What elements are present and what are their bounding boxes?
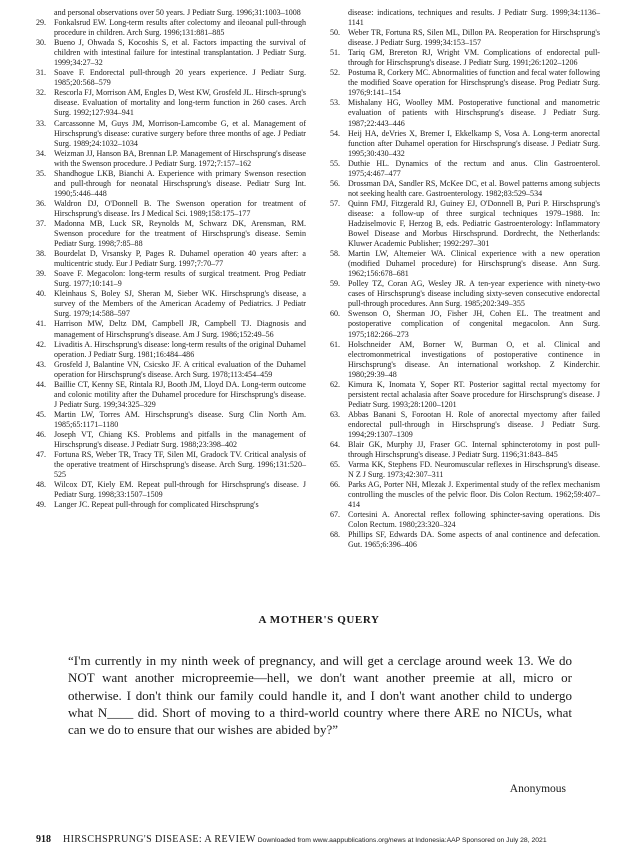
reference-number: 30. bbox=[36, 38, 47, 48]
reference-item bbox=[330, 460, 600, 480]
reference-text: Carcassonne M, Guys JM, Morrison-Lamcombe G, et al. Management of Hirschsprung's disease: curative surgery before three months of age. J Pediatr Surg. 1989;24:1032–1034 bbox=[54, 118, 306, 148]
reference-text: Kimura K, Inomata Y, Soper RT. Posterior sagittal rectal myectomy for persistent rectal achalasia after Soave procedure for Hirschsprung's disease. J Pediatr Surg. 1993;28:1200–1201 bbox=[348, 379, 600, 409]
reference-number: 62. bbox=[330, 379, 341, 389]
reference-item bbox=[330, 129, 600, 159]
reference-item bbox=[330, 309, 600, 339]
reference-number: 42. bbox=[36, 339, 47, 349]
reference-text: Drossman DA, Sandler RS, McKee DC, et al. Bowel patterns among subjects not seeking health care. Gastroenterology. 1982;83:529–534 bbox=[348, 178, 600, 198]
reference-item bbox=[36, 430, 306, 450]
reference-number: 59. bbox=[330, 279, 341, 289]
reference-item bbox=[36, 169, 306, 199]
reference-item bbox=[36, 149, 306, 169]
reference-item bbox=[330, 480, 600, 510]
reference-text: Polley TZ, Coran AG, Wesley JR. A ten-year experience with ninety-two cases of Hirschsprung's disease including sixty-seven consecutive endorectal pull-through procedures. Ann Surg. 1985;202:349–355 bbox=[348, 279, 600, 309]
reference-number: 45. bbox=[36, 409, 47, 419]
reference-number: 31. bbox=[36, 68, 47, 78]
reference-item bbox=[330, 249, 600, 279]
reference-item bbox=[330, 410, 600, 440]
reference-item bbox=[36, 199, 306, 219]
reference-item bbox=[36, 480, 306, 500]
reference-text: Quinn FMJ, Fitzgerald RJ, Guiney EJ, O'Donnell B, Puri P. Hirschsprung's disease: a follow-up of three surgical techniques 1979–1988. In: Hadziselmovic F, Herzog B, eds. Pediatric Gastroenterology: Inflammatory Bowel Disease and Morbus Hirschsprund. Dordrecht, the Netherlands: Kluwer Academic Publisher; 1992:297–301 bbox=[348, 198, 600, 249]
reference-number: 43. bbox=[36, 359, 47, 369]
reference-text: Parks AG, Porter NH, Mlezak J. Experimental study of the reflex mechanism controlling the muscles of the pelvic floor. Dis Colon Rectum. 1962;59:407–414 bbox=[348, 480, 600, 510]
reference-text: Shandhogue LKB, Bianchi A. Experience with primary Swenson resection and pull-through for neonatal Hirschsprung's disease. Pediatr Surg Int. 1990;5:446–448 bbox=[54, 168, 306, 198]
reference-item bbox=[330, 510, 600, 530]
reference-text: Kleinhaus S, Boley SJ, Sheran M, Sieber WK. Hirschsprung's disease, a survey of the Members of the American Academy of Pediatrics. J Pediatr Surg. 1979;14:588–597 bbox=[54, 289, 306, 319]
reference-text: Swenson O, Sherman JO, Fisher JH, Cohen EL. The treatment and postoperative complication of congenital megacolon. Ann Surg. 1975;182:266–273 bbox=[348, 309, 600, 339]
reference-number: 32. bbox=[36, 88, 47, 98]
reference-item bbox=[36, 8, 306, 18]
reference-item bbox=[36, 219, 306, 249]
reference-number: 67. bbox=[330, 510, 341, 520]
quote-attribution: Anonymous bbox=[509, 783, 566, 795]
reference-number: 41. bbox=[36, 319, 47, 329]
reference-item bbox=[36, 289, 306, 319]
right-reference-column bbox=[330, 8, 600, 551]
reference-text: Martin LW, Altemeier WA. Clinical experience with a new operation (modified Duhamel procedure) for Hirschsprung's disease. Ann Surg. 1962;156:678–681 bbox=[348, 249, 600, 279]
reference-item bbox=[330, 28, 600, 48]
reference-number: 60. bbox=[330, 309, 341, 319]
reference-text: Waldron DJ, O'Donnell B. The Swenson operation for treatment of Hirschsprung's disease. Irs J Medical Sci. 1989;158:175–177 bbox=[54, 198, 306, 218]
reference-item bbox=[330, 8, 600, 28]
running-title: HIRSCHSPRUNG'S DISEASE: A REVIEW bbox=[63, 834, 256, 845]
reference-text: Holschneider AM, Borner W, Burman O, et al. Clinical and electromonmetrical investigations of postoperative continence in Hirschsprung's disease. An international workshop. Z Kinderchir. 1980;29:39–48 bbox=[348, 339, 600, 379]
reference-number: 49. bbox=[36, 500, 47, 510]
reference-number: 50. bbox=[330, 28, 341, 38]
reference-item bbox=[330, 98, 600, 128]
section-title: A MOTHER'S QUERY bbox=[258, 614, 380, 626]
reference-number: 46. bbox=[36, 429, 47, 439]
reference-text: Blair GK, Murphy JJ, Fraser GC. Internal sphincterotomy in post pull-through Hirschsprung's disease. J Pediatr Surg. 1196;31:843–845 bbox=[348, 440, 600, 460]
reference-item bbox=[330, 68, 600, 98]
mothers-quote: “I'm currently in my ninth week of pregnancy, and will get a cerclage around week 13. We do NOT want another micropreemie—hell, we don't want another preemie at all, micro or otherwise. I don't think our family could handle it, and I don't want another child to undergo what N____ did. Short of moving to a third-world country where there ARE no NICUs, what can we do to ensure that our wishes are abided by?” bbox=[68, 653, 572, 738]
reference-item bbox=[330, 48, 600, 68]
reference-item bbox=[36, 380, 306, 410]
reference-text: and personal observations over 50 years. J Pediatr Surg. 1996;31:1003–1008 bbox=[54, 8, 301, 17]
reference-number: 34. bbox=[36, 148, 47, 158]
reference-number: 47. bbox=[36, 450, 47, 460]
left-reference-column bbox=[36, 8, 306, 510]
reference-item bbox=[330, 199, 600, 249]
reference-number: 53. bbox=[330, 98, 341, 108]
download-note[interactable]: Downloaded from www.aappublications.org/news at Indonesia:AAP Sponsored on July 28, 2021 bbox=[257, 837, 547, 844]
reference-number: 54. bbox=[330, 128, 341, 138]
reference-number: 48. bbox=[36, 480, 47, 490]
reference-item bbox=[36, 500, 306, 510]
reference-item bbox=[36, 450, 306, 480]
reference-number: 58. bbox=[330, 249, 341, 259]
reference-text: Heij HA, deVries X, Bremer I, Ekkelkamp S, Vosa A. Long-term anorectal function after Duhamel operation for Hirschsprung's disease. J Pediatr Surg. 1995;30:430–432 bbox=[348, 128, 600, 158]
reference-item bbox=[36, 18, 306, 38]
reference-item bbox=[330, 179, 600, 199]
reference-item bbox=[330, 279, 600, 309]
reference-number: 66. bbox=[330, 480, 341, 490]
reference-item bbox=[330, 440, 600, 460]
reference-item bbox=[36, 319, 306, 339]
reference-text: Madonna MB, Luck SR, Reynolds M, Schwarz DK, Arensman, RM. Swenson procedure for the treatment of Hirschsprung's disease. Semin Pediatr Surg. 1998;7:85–88 bbox=[54, 218, 306, 249]
reference-text: Duthie HL. Dynamics of the rectum and anus. Clin Gastroenterol. 1975;4:467–477 bbox=[348, 158, 600, 178]
mothers-query-section bbox=[36, 614, 602, 738]
reference-item bbox=[36, 119, 306, 149]
reference-text: Postuma R, Corkery MC. Abnormalities of function and fecal water following the modified Soave operation for Hirschsprung's disease. Prog Pediatr Surg. 1976;9:141–154 bbox=[348, 68, 600, 98]
reference-number: 39. bbox=[36, 269, 47, 279]
reference-item bbox=[36, 410, 306, 430]
reference-number: 61. bbox=[330, 339, 341, 349]
reference-number: 29. bbox=[36, 18, 47, 28]
reference-number: 65. bbox=[330, 460, 341, 470]
reference-number: 35. bbox=[36, 168, 47, 178]
reference-number: 55. bbox=[330, 158, 341, 168]
reference-item bbox=[36, 360, 306, 380]
reference-number: 64. bbox=[330, 440, 341, 450]
reference-item bbox=[330, 159, 600, 179]
reference-item bbox=[36, 269, 306, 289]
reference-text: disease: indications, techniques and results. J Pediatr Surg. 1999;34:1136–1141 bbox=[348, 8, 600, 28]
reference-number: 44. bbox=[36, 379, 47, 389]
reference-item bbox=[36, 340, 306, 360]
reference-item bbox=[36, 38, 306, 68]
reference-text: Harrison MW, Deltz DM, Campbell JR, Campbell TJ. Diagnosis and management of Hirschsprung's disease. Am J Surg. 1986;152:49–56 bbox=[54, 319, 306, 339]
reference-text: Varma KK, Stephens FD. Neuromuscular reflexes in Hirschsprung's disease. N Z J Surg. 1973;42:307–311 bbox=[348, 460, 600, 480]
reference-number: 56. bbox=[330, 178, 341, 188]
reference-number: 40. bbox=[36, 289, 47, 299]
reference-text: Mishalany HG, Woolley MM. Postoperative functional and manometric evaluation of patients with Hirschsprung's disease. J Pediatr Surg. 1987;22:443–446 bbox=[348, 98, 600, 128]
reference-number: 33. bbox=[36, 118, 47, 128]
reference-text: Fonkalsrud EW. Long-term results after colectomy and ileoanal pull-through procedure in children. Arch Surg. 1996;131:881–885 bbox=[54, 18, 306, 38]
reference-text: Bueno J, Ohwada S, Kocoshis S, et al. Factors impacting the survival of children with intestinal failure for intestinal transplantation. J Pediatr Surg. 1999;34:27–32 bbox=[54, 38, 306, 68]
reference-item bbox=[36, 249, 306, 269]
reference-text: Langer JC. Repeat pull-through for complicated Hirschsprung's bbox=[54, 500, 259, 510]
reference-number: 38. bbox=[36, 249, 47, 259]
reference-item bbox=[36, 88, 306, 118]
reference-number: 37. bbox=[36, 218, 47, 228]
page-number: 918 bbox=[36, 834, 51, 845]
reference-text: Soave F. Endorectal pull-through 20 years experience. J Pediatr Surg. 1985;20:568–579 bbox=[54, 68, 306, 88]
reference-text: Weber TR, Fortuna RS, Silen ML, Dillon PA. Reoperation for Hirschsprung's disease. J Pediatr Surg. 1999;34:153–157 bbox=[348, 28, 600, 48]
reference-text: Baillie CT, Kenny SE, Rintala RJ, Booth JM, Lloyd DA. Long-term outcome and colonic motility after the Duhamel procedure for Hirschsprung's disease. J Pediatr Surg. 199;34:325–329 bbox=[54, 379, 306, 409]
reference-number: 51. bbox=[330, 48, 341, 58]
reference-text: Soave F. Megacolon: long-term results of surgical treatment. Prog Pediatr Surg. 1977;10:141–9 bbox=[54, 269, 306, 289]
reference-text: Grosfeld J, Balantine VN, Csicsko JF. A critical evaluation of the Duhamel operation for Hirschsprung's disease. Arch Surg. 1978;113:454–459 bbox=[54, 359, 306, 379]
reference-text: Abbas Banani S, Forootan H. Role of anorectal myectomy after failed endorectal pull-through in Hirschsprung's disease. J Pediatr Surg. 1994;29:1307–1309 bbox=[348, 409, 600, 439]
reference-text: Rescorla FJ, Morrison AM, Engles D, West KW, Grosfeld JL. Hirsch-sprung's disease. Evaluation of mortality and long-term function in 260 cases. Arch Surg. 1992;127:934–941 bbox=[54, 88, 306, 118]
reference-item bbox=[330, 380, 600, 410]
reference-text: Bourdelat D, Vrsansky P, Pages R. Duhamel operation 40 years after: a multicentric study. Eur J Pediatr Surg. 1997;7:70–77 bbox=[54, 249, 306, 269]
reference-number: 52. bbox=[330, 68, 341, 78]
reference-number: 63. bbox=[330, 409, 341, 419]
reference-text: Fortuna RS, Weber TR, Tracy TF, Silen MI, Gradock TV. Critical analysis of the operative treatment of Hirschsprung's disease. Arch Surg. 1996;131:520–525 bbox=[54, 450, 306, 480]
reference-item bbox=[330, 340, 600, 380]
reference-text: Cortesini A. Anorectal reflex following sphincter-saving operations. Dis Colon Rectum. 1980;23:320–324 bbox=[348, 510, 600, 530]
reference-number: 36. bbox=[36, 198, 47, 208]
reference-text: Tariq GM, Brereton RJ, Wright VM. Complications of endorectal pull-through for Hirschsprung's disease. J Pediatr Surg. 1991;26:1202–1206 bbox=[348, 48, 600, 68]
reference-text: Martin LW, Torres AM. Hirschsprung's disease. Surg Clin North Am. 1985;65:1171–1180 bbox=[54, 409, 306, 429]
reference-number: 57. bbox=[330, 198, 341, 208]
page-footer bbox=[36, 834, 616, 845]
reference-text: Wilcox DT, Kiely EM. Repeat pull-through for Hirschsprung's disease. J Pediatr Surg. 1998;33:1507–1509 bbox=[54, 480, 306, 500]
reference-item bbox=[36, 68, 306, 88]
reference-text: Weizman JJ, Hanson BA, Brennan LP. Management of Hirschsprung's disease with the Swenson procedure. J Pediatr Surg. 1972;7:157–162 bbox=[54, 148, 306, 168]
reference-text: Phillips SF, Edwards DA. Some aspects of anal continence and defecation. Gut. 1965;6:396–406 bbox=[348, 530, 600, 550]
reference-number: 68. bbox=[330, 530, 341, 540]
reference-text: Livaditis A. Hirschsprung's disease: long-term results of the original Duhamel operation. J Pediatr Surg. 1981;16:484–486 bbox=[54, 339, 306, 359]
reference-text: Joseph VT, Chiang KS. Problems and pitfalls in the management of Hirschsprung's disease. J Pediatr Surg. 1988;23:398–402 bbox=[54, 429, 306, 450]
reference-item bbox=[330, 530, 600, 550]
